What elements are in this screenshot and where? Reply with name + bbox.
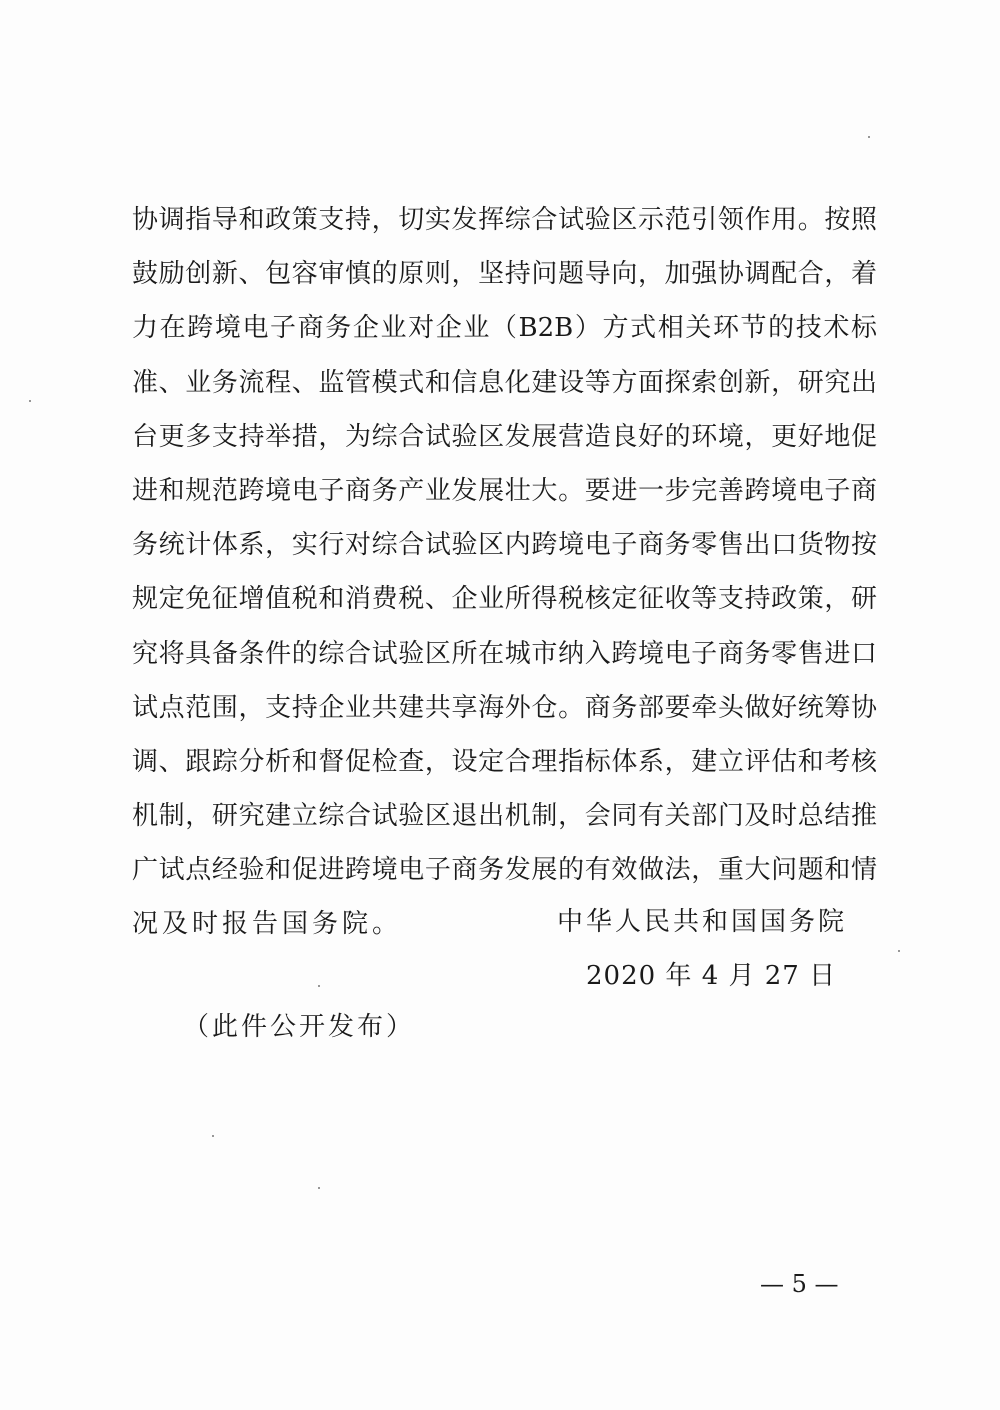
- scan-speck: [318, 1187, 320, 1189]
- scan-speck: [898, 950, 900, 952]
- issuer-signature: 中华人民共和国国务院: [557, 907, 848, 937]
- scan-speck: [868, 136, 870, 138]
- paragraph-line: 究将具备条件的综合试验区所在城市纳入跨境电子商务零售进口: [132, 638, 877, 669]
- scan-speck: [29, 400, 31, 402]
- paragraph-line: 机制，研究建立综合试验区退出机制，会同有关部门及时总结推: [132, 801, 877, 832]
- paragraph-line: 调、跟踪分析和督促检查，设定合理指标体系，建立评估和考核: [132, 746, 877, 777]
- body-paragraph: [132, 193, 877, 952]
- paragraph-line: 试点范围，支持企业共建共享海外仓。商务部要牵头做好统筹协: [132, 692, 877, 723]
- publish-note: （此件公开发布）: [183, 1012, 416, 1042]
- paragraph-line: 力在跨境电子商务企业对企业（B2B）方式相关环节的技术标: [132, 313, 877, 344]
- paragraph-line: 广试点经验和促进跨境电子商务发展的有效做法，重大问题和情: [132, 855, 877, 886]
- paragraph-line: 协调指导和政策支持，切实发挥综合试验区示范引领作用。按照: [132, 205, 877, 235]
- paragraph-line: 规定免征增值税和消费税、企业所得税核定征收等支持政策，研: [132, 584, 877, 615]
- paragraph-line: 务统计体系，实行对综合试验区内跨境电子商务零售出口货物按: [132, 530, 877, 561]
- paragraph-line: 进和规范跨境电子商务产业发展壮大。要进一步完善跨境电子商: [132, 475, 877, 506]
- paragraph-line: 台更多支持举措，为综合试验区发展营造良好的环境，更好地促: [132, 421, 877, 452]
- scan-speck: [318, 985, 320, 987]
- paragraph-line: 鼓励创新、包容审慎的原则，坚持问题导向，加强协调配合，着: [132, 259, 877, 290]
- page-number: — 5 —: [760, 1270, 839, 1298]
- paragraph-line: 况及时报告国务院。: [132, 909, 403, 940]
- issue-date: 2020 年 4 月 27 日: [586, 961, 837, 991]
- scan-speck: [212, 1135, 214, 1137]
- paragraph-line: 准、业务流程、监管模式和信息化建设等方面探索创新，研究出: [132, 367, 877, 398]
